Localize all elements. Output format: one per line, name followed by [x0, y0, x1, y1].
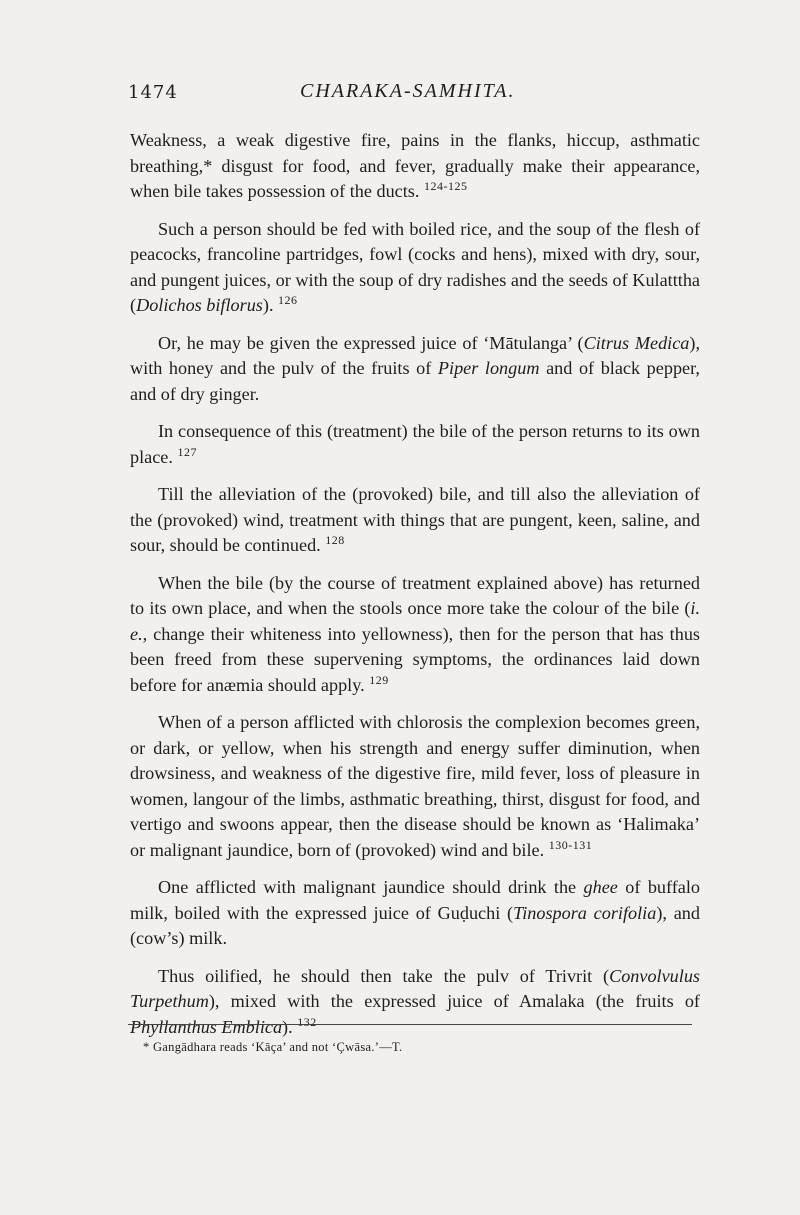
text-run: and of black pepper, and of dry ginger. [130, 358, 700, 404]
text-run: ), mixed with the expressed juice of Amalaka (the fruits of [208, 991, 700, 1011]
paragraph [130, 482, 700, 559]
paragraph [130, 331, 700, 408]
running-title: CHARAKA-SAMHITA. [300, 80, 516, 102]
body-text [130, 128, 700, 1052]
text-run: change their whiteness into yellowness), then for the person that has thus been freed from these supervening symptoms, the ordinances laid down before for anæmia should apply. [130, 623, 700, 695]
italic-term: ghee [583, 877, 618, 897]
text-run: ), with honey and the pulv of the fruits of [130, 332, 700, 378]
paragraph [130, 128, 700, 205]
text-run: ). [282, 1016, 298, 1037]
verse-number: 127 [177, 444, 197, 459]
text-run: ), and (cow’s) milk. [130, 902, 700, 948]
text-run: When of a person afflicted with chlorosis the complexion becomes green, or dark, or yellow, when his strength and energy suffer diminution, when drowsiness, and weakness of the digestive fire, mild fever, loss of pleasure in women, langour of the limbs, asthmatic breathing, thirst, disgust for food, and vertigo and swoons appear, then the disease should be known as ‘Halimaka’ or malignant jaundice, born of (provoked) wind and bile. [130, 712, 700, 860]
verse-number: 126 [278, 292, 298, 307]
italic-term: Citrus Medica [583, 332, 690, 353]
text-run: Such a person should be fed with boiled rice, and the soup of the flesh of peacocks, francoline partridges, fowl (cocks and hens), mixed with dry, sour, and pungent juices, or with the soup of dry radishes and the seeds of Kulatttha ( [130, 218, 700, 315]
text-run: In consequence of this (treatment) the bile of the person returns to its own place. [130, 421, 700, 467]
verse-number: 130-131 [548, 837, 593, 852]
verse-number: 129 [369, 672, 389, 687]
text-run: Thus oilified, he should then take the pulv of Trivrit ( [158, 965, 610, 986]
footnote-rule [128, 1024, 692, 1025]
text-run: Weakness, a weak digestive fire, pains in the flanks, hiccup, asthmatic breathing,* disgust for food, and fever, gradually make their appearance, when bile takes possession of the ducts. [130, 130, 700, 201]
paragraph [130, 710, 700, 863]
text-run: of buffalo milk, boiled with the expressed juice of Guḍuchi ( [130, 877, 701, 923]
verse-number: 132 [297, 1014, 317, 1029]
paragraph [130, 217, 700, 319]
italic-term: Dolichos biflorus [136, 295, 263, 315]
text-run: Till the alleviation of the (provoked) bile, and till also the alleviation of the (provoked) wind, treatment with things that are pungent, keen, saline, and sour, should be continued. [130, 484, 700, 555]
verse-number: 128 [325, 532, 345, 547]
italic-term: i. e., [130, 598, 700, 644]
verse-number: 124-125 [423, 178, 468, 193]
text-run: Or, he may be given the expressed juice of ‘Mātulanga’ ( [158, 332, 584, 353]
italic-term: Tinospora corifolia [513, 902, 657, 923]
paragraph [130, 964, 700, 1041]
paragraph [130, 571, 700, 699]
footnote: * Gangādhara reads ‘Kāça’ and not ‘Çwāsa.’—T. [143, 1040, 403, 1054]
italic-term: Phyllanthus Emblica [130, 1016, 283, 1037]
italic-term: Convolvulus Turpethum [130, 965, 700, 1011]
italic-term: Piper longum [437, 358, 540, 378]
text-run: ). [262, 295, 279, 315]
text-run: One afflicted with malignant jaundice should drink the [158, 877, 584, 897]
text-run: When the bile (by the course of treatment explained above) has returned to its own place, and when the stools once more take the colour of the bile ( [130, 572, 700, 618]
page-number: 1474 [128, 82, 178, 103]
paragraph [130, 875, 700, 952]
paragraph [130, 419, 700, 470]
